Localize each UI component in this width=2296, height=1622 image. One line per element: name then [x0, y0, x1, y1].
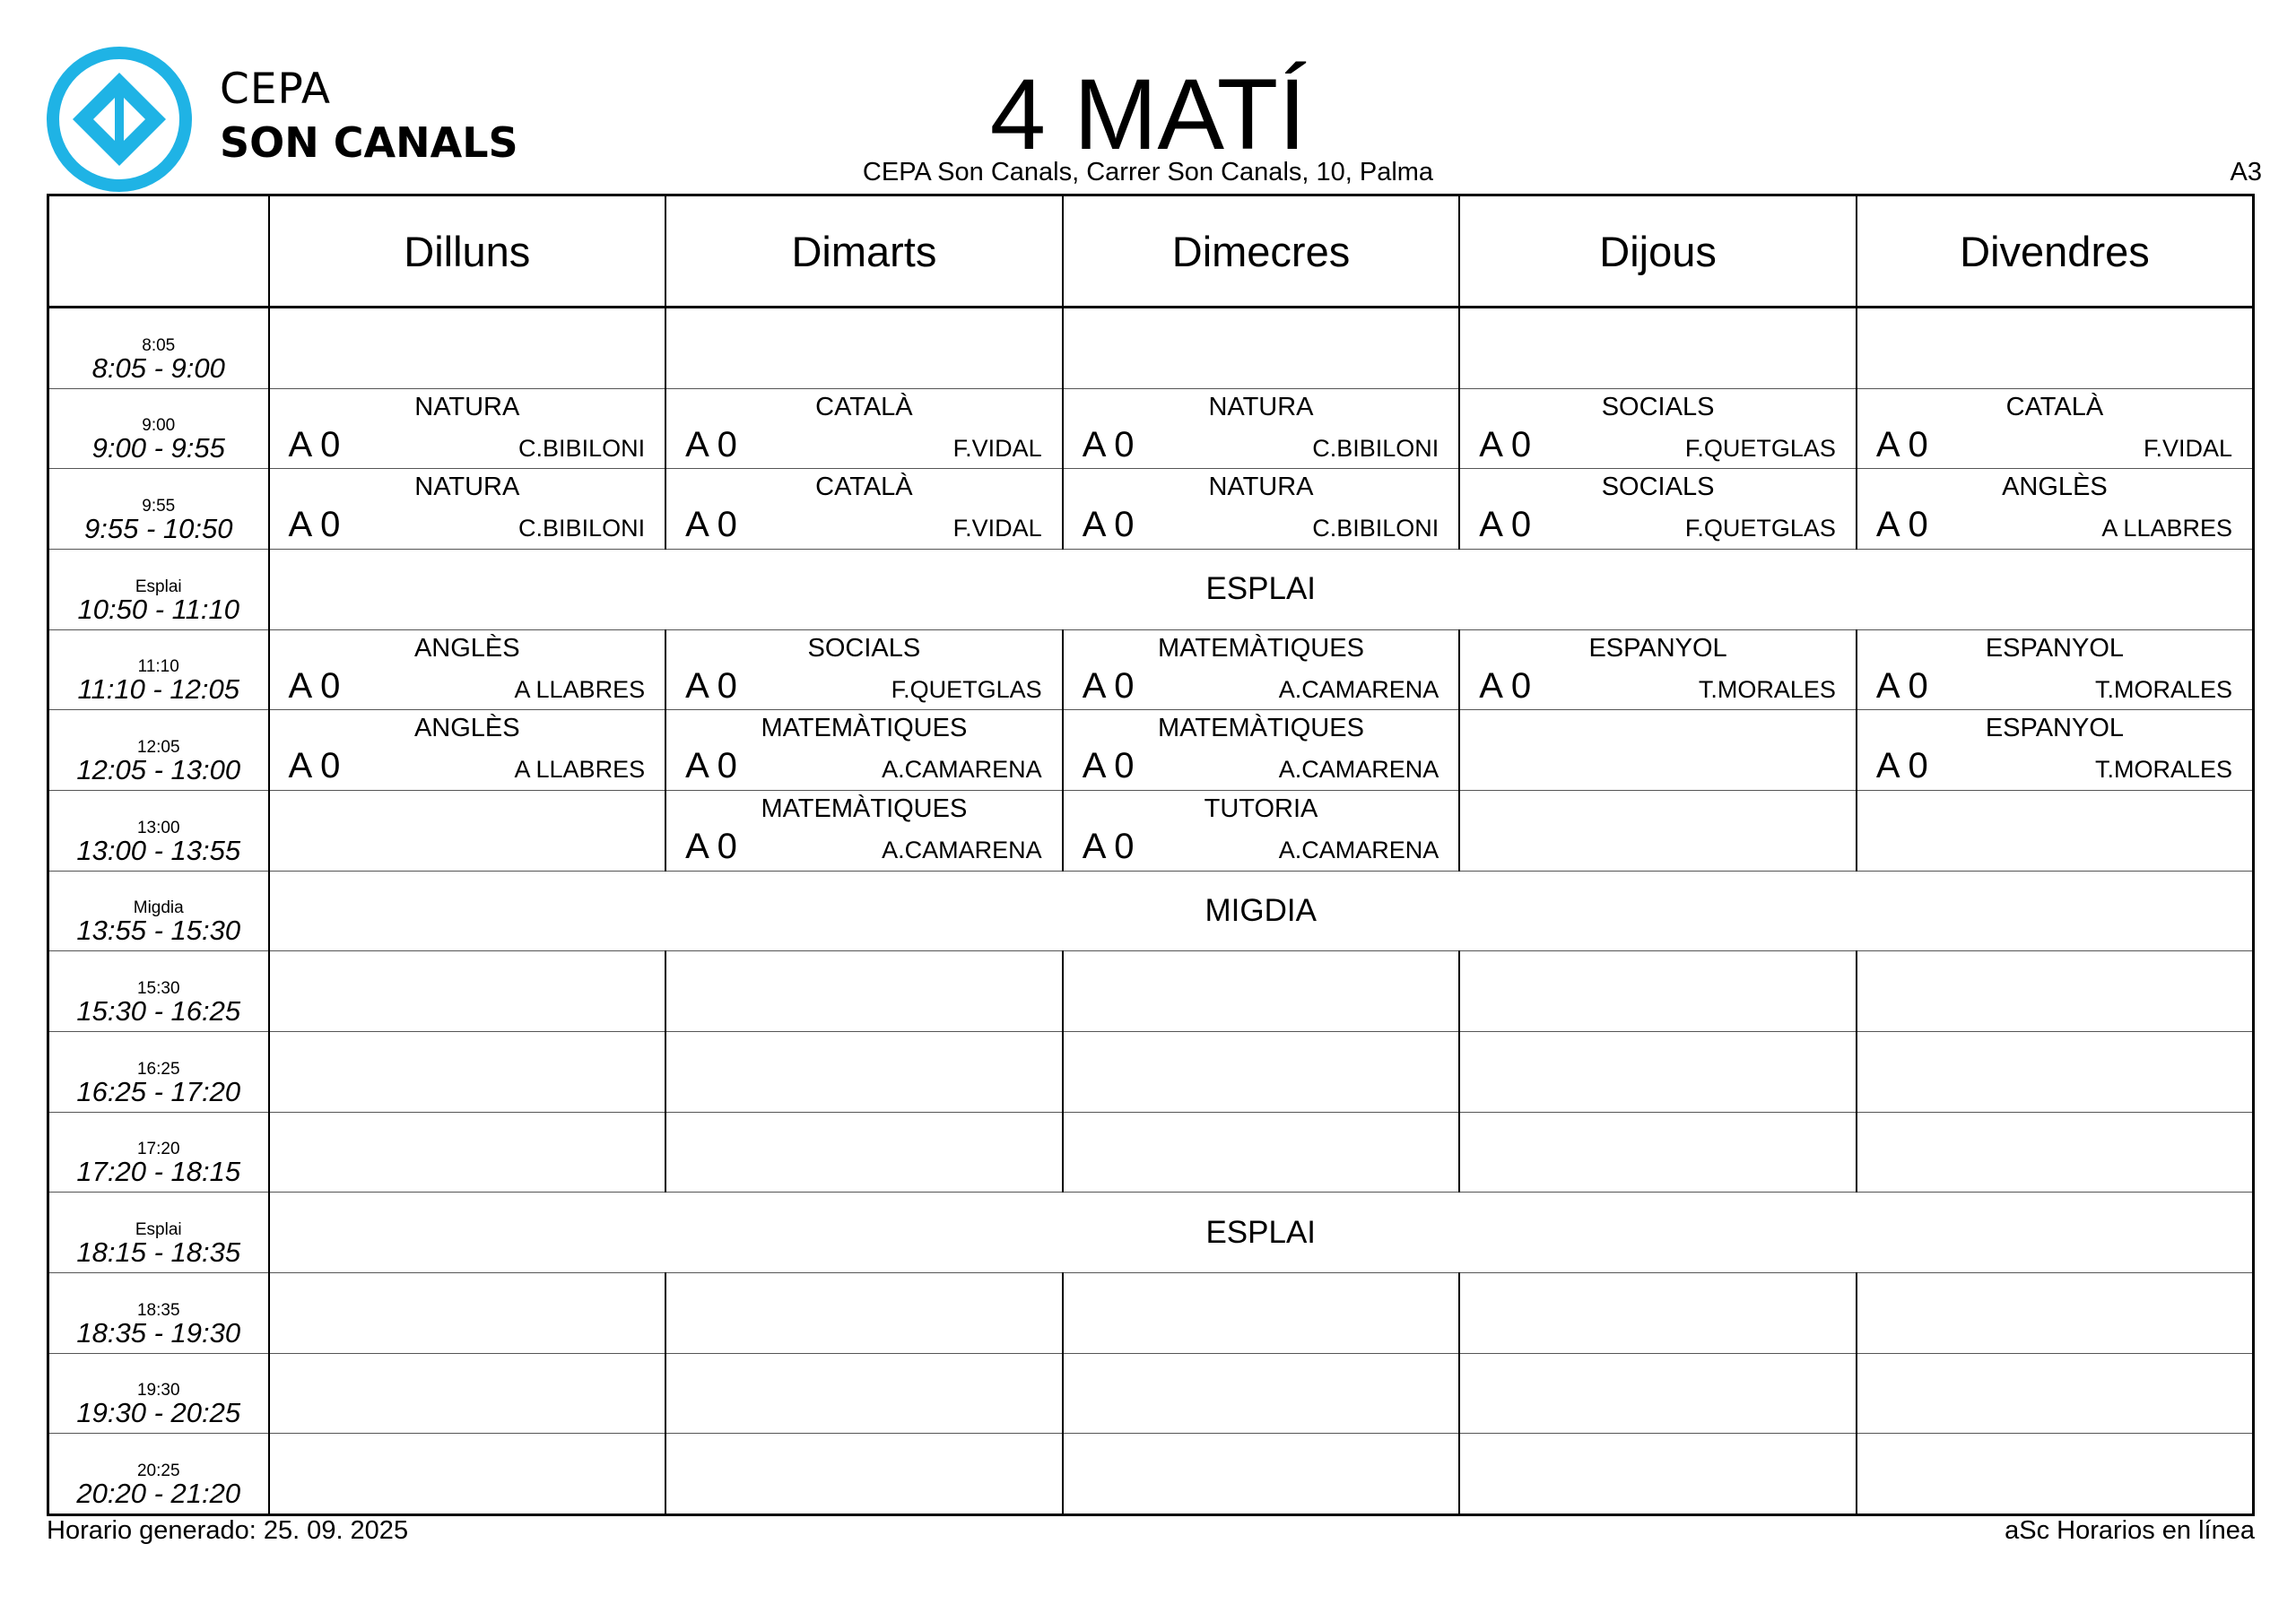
- lesson-teacher: A LLABRES: [2101, 515, 2232, 542]
- empty-cell: [1063, 1434, 1460, 1515]
- period-time-cell: [48, 1112, 269, 1193]
- generator-credit: aSc Horarios en línea: [2005, 1516, 2255, 1545]
- lesson-subject: NATURA: [1208, 392, 1314, 421]
- period-time-range: 19:30 - 20:25: [76, 1397, 241, 1429]
- period-label: 20:25: [136, 1462, 180, 1480]
- empty-cell: [665, 1434, 1063, 1515]
- empty-cell: [665, 951, 1063, 1032]
- lesson-teacher: F.VIDAL: [952, 434, 1042, 462]
- lesson-room: A 0: [685, 665, 737, 706]
- empty-cell: [1063, 1031, 1460, 1112]
- lesson-cell: [1857, 710, 2254, 791]
- empty-cell: [269, 308, 666, 389]
- lesson-teacher: F.QUETGLAS: [1684, 515, 1836, 542]
- period-label: 12:05: [136, 737, 180, 757]
- break-cell: MIGDIA: [269, 871, 2254, 951]
- period-time-cell: [48, 790, 269, 871]
- empty-cell: [269, 1272, 666, 1353]
- empty-cell: [269, 1434, 666, 1515]
- lesson-room: A 0: [1479, 665, 1532, 706]
- lesson-cell: [1063, 469, 1460, 550]
- period-label: 16:25: [136, 1059, 180, 1079]
- period-time-range: 9:00 - 9:55: [91, 432, 225, 464]
- day-header: Dimarts: [665, 195, 1063, 308]
- lesson-cell: [1063, 388, 1460, 469]
- lesson-room: A 0: [1479, 424, 1532, 464]
- corner-cell: [48, 195, 269, 308]
- period-time-range: 18:15 - 18:35: [76, 1236, 241, 1268]
- group-code: A3: [2230, 158, 2262, 186]
- lesson-cell: [269, 469, 666, 550]
- lesson-teacher: T.MORALES: [2094, 756, 2232, 784]
- lesson-room: A 0: [288, 665, 341, 706]
- lesson-subject: CATALÀ: [815, 473, 913, 502]
- period-time-cell: [48, 1272, 269, 1353]
- day-header: Divendres: [1857, 195, 2254, 308]
- lesson-cell: [269, 710, 666, 791]
- lesson-teacher: C.BIBILONI: [518, 434, 646, 462]
- period-row: [48, 1112, 2254, 1193]
- period-time-range: 20:20 - 21:20: [76, 1478, 241, 1509]
- empty-cell: [665, 308, 1063, 389]
- empty-cell: [269, 1112, 666, 1193]
- empty-cell: [665, 1112, 1063, 1193]
- period-row: [48, 1272, 2254, 1353]
- day-header: Dilluns: [269, 195, 666, 308]
- lesson-room: A 0: [1875, 505, 1928, 545]
- lesson-teacher: A.CAMARENA: [882, 836, 1042, 863]
- period-time-cell: [48, 1434, 269, 1515]
- period-row: [48, 1031, 2254, 1112]
- period-label: Esplai: [135, 1219, 182, 1239]
- lesson-teacher: A.CAMARENA: [1278, 756, 1439, 784]
- empty-cell: [665, 1353, 1063, 1434]
- lesson-subject: TUTORIA: [1204, 794, 1318, 823]
- empty-cell: [1459, 1353, 1857, 1434]
- brand-line-1: CEPA: [220, 65, 332, 114]
- lesson-room: A 0: [685, 826, 737, 866]
- lesson-subject: NATURA: [414, 392, 520, 421]
- lesson-subject: SOCIALS: [807, 633, 921, 663]
- period-label: Migdia: [133, 898, 184, 918]
- period-row: [48, 1434, 2254, 1515]
- period-label: 9:00: [142, 416, 176, 436]
- empty-cell: [269, 1353, 666, 1434]
- lesson-subject: ESPANYOL: [1588, 633, 1727, 663]
- empty-cell: [1063, 1112, 1460, 1193]
- lesson-cell: [1857, 469, 2254, 550]
- period-time-cell: [48, 1193, 269, 1273]
- empty-cell: [1857, 1031, 2254, 1112]
- lesson-subject: ESPANYOL: [1985, 714, 2125, 743]
- lesson-subject: NATURA: [1208, 473, 1314, 502]
- empty-cell: [1857, 308, 2254, 389]
- lesson-room: A 0: [1479, 505, 1532, 545]
- period-time-range: 16:25 - 17:20: [76, 1075, 241, 1107]
- empty-cell: [269, 790, 666, 871]
- lesson-subject: MATEMÀTIQUES: [1158, 633, 1364, 663]
- lesson-teacher: T.MORALES: [2094, 675, 2232, 703]
- period-label: 8:05: [142, 335, 176, 355]
- lesson-cell: [1063, 710, 1460, 791]
- period-time-cell: [48, 549, 269, 629]
- empty-cell: [1063, 951, 1460, 1032]
- lesson-subject: ANGLÈS: [413, 714, 520, 743]
- brand-line-2: SON CANALS: [220, 118, 518, 167]
- lesson-room: A 0: [685, 424, 737, 464]
- period-time-cell: [48, 951, 269, 1032]
- period-row: [48, 871, 2254, 951]
- lesson-room: A 0: [1875, 746, 1928, 786]
- lesson-room: A 0: [685, 746, 737, 786]
- empty-cell: [1459, 710, 1857, 791]
- empty-cell: [1459, 1272, 1857, 1353]
- lesson-room: A 0: [288, 424, 341, 464]
- period-time-range: 12:05 - 13:00: [76, 753, 241, 785]
- lesson-room: A 0: [1082, 424, 1135, 464]
- empty-cell: [1857, 951, 2254, 1032]
- period-label: 9:55: [142, 496, 176, 516]
- break-cell: ESPLAI: [269, 1193, 2254, 1273]
- period-time-range: 17:20 - 18:15: [76, 1156, 241, 1188]
- lesson-cell: [1459, 629, 1857, 710]
- lesson-subject: ANGLÈS: [2002, 473, 2108, 502]
- lesson-cell: [665, 710, 1063, 791]
- day-header: Dijous: [1459, 195, 1857, 308]
- empty-cell: [269, 1031, 666, 1112]
- lesson-room: A 0: [288, 505, 341, 545]
- empty-cell: [1857, 1353, 2254, 1434]
- lesson-teacher: F.VIDAL: [952, 515, 1042, 542]
- lesson-teacher: A.CAMARENA: [882, 756, 1042, 784]
- period-row: [48, 1193, 2254, 1273]
- empty-cell: [665, 1031, 1063, 1112]
- period-label: 13:00: [136, 818, 180, 837]
- period-time-cell: [48, 1031, 269, 1112]
- empty-cell: [1063, 1272, 1460, 1353]
- lesson-subject: NATURA: [414, 473, 520, 502]
- empty-cell: [1857, 1272, 2254, 1353]
- lesson-room: A 0: [1082, 505, 1135, 545]
- lesson-subject: CATALÀ: [815, 392, 913, 421]
- empty-cell: [1063, 308, 1460, 389]
- empty-cell: [269, 951, 666, 1032]
- period-row: [48, 951, 2254, 1032]
- break-cell: ESPLAI: [269, 549, 2254, 629]
- period-row: [48, 629, 2254, 710]
- lesson-teacher: A.CAMARENA: [1278, 675, 1439, 703]
- empty-cell: [1857, 1434, 2254, 1515]
- lesson-teacher: C.BIBILONI: [1312, 515, 1439, 542]
- lesson-subject: MATEMÀTIQUES: [1158, 714, 1364, 743]
- empty-cell: [1459, 1434, 1857, 1515]
- timetable: [47, 194, 2255, 1516]
- empty-cell: [1857, 790, 2254, 871]
- lesson-subject: ANGLÈS: [413, 633, 520, 663]
- lesson-cell: [665, 629, 1063, 710]
- lesson-room: A 0: [288, 746, 341, 786]
- school-address: CEPA Son Canals, Carrer Son Canals, 10, Palma: [862, 158, 1434, 186]
- lesson-teacher: F.QUETGLAS: [1684, 434, 1836, 462]
- lesson-cell: [1063, 790, 1460, 871]
- lesson-cell: [1063, 629, 1460, 710]
- lesson-cell: [665, 388, 1063, 469]
- period-label: 11:10: [137, 657, 179, 677]
- period-row: [48, 1353, 2254, 1434]
- period-time-range: 13:00 - 13:55: [76, 834, 241, 866]
- lesson-subject: MATEMÀTIQUES: [761, 714, 968, 743]
- generated-date: Horario generado: 25. 09. 2025: [47, 1516, 409, 1545]
- lesson-cell: [1857, 388, 2254, 469]
- period-time-cell: [48, 710, 269, 791]
- lesson-room: A 0: [685, 505, 737, 545]
- lesson-room: A 0: [1082, 826, 1135, 866]
- period-time-cell: [48, 871, 269, 951]
- empty-cell: [1459, 1031, 1857, 1112]
- period-row: [48, 549, 2254, 629]
- period-time-range: 13:55 - 15:30: [76, 915, 241, 947]
- lesson-subject: MATEMÀTIQUES: [761, 794, 968, 823]
- period-label: 17:20: [136, 1140, 180, 1159]
- lesson-teacher: C.BIBILONI: [1312, 434, 1439, 462]
- lesson-room: A 0: [1875, 665, 1928, 706]
- lesson-teacher: A LLABRES: [514, 756, 646, 784]
- period-time-cell: [48, 308, 269, 389]
- period-time-range: 15:30 - 16:25: [76, 994, 241, 1027]
- period-label: Esplai: [135, 577, 182, 596]
- lesson-cell: [665, 469, 1063, 550]
- period-row: [48, 710, 2254, 791]
- period-time-range: 9:55 - 10:50: [84, 512, 233, 544]
- period-row: [48, 388, 2254, 469]
- empty-cell: [1459, 308, 1857, 389]
- lesson-teacher: F.QUETGLAS: [891, 675, 1042, 703]
- period-label: 19:30: [136, 1381, 180, 1401]
- empty-cell: [1459, 790, 1857, 871]
- lesson-teacher: A.CAMARENA: [1278, 836, 1439, 863]
- period-time-range: 10:50 - 11:10: [77, 593, 239, 625]
- lesson-cell: [1857, 629, 2254, 710]
- page-title: 4 MATÍ: [989, 58, 1307, 170]
- lesson-subject: SOCIALS: [1601, 473, 1715, 502]
- lesson-room: A 0: [1082, 665, 1135, 706]
- period-time-cell: [48, 388, 269, 469]
- lesson-teacher: C.BIBILONI: [518, 515, 646, 542]
- empty-cell: [1063, 1353, 1460, 1434]
- lesson-subject: CATALÀ: [2005, 392, 2104, 421]
- period-time-range: 11:10 - 12:05: [77, 673, 239, 706]
- period-label: 18:35: [136, 1300, 180, 1320]
- period-label: 15:30: [136, 978, 180, 998]
- lesson-teacher: F.VIDAL: [2143, 434, 2232, 462]
- period-time-cell: [48, 469, 269, 550]
- lesson-subject: ESPANYOL: [1985, 633, 2125, 663]
- lesson-room: A 0: [1082, 746, 1135, 786]
- lesson-teacher: T.MORALES: [1698, 675, 1836, 703]
- empty-cell: [665, 1272, 1063, 1353]
- period-time-cell: [48, 629, 269, 710]
- lesson-cell: [269, 629, 666, 710]
- period-time-cell: [48, 1353, 269, 1434]
- lesson-cell: [1459, 469, 1857, 550]
- period-row: [48, 469, 2254, 550]
- period-row: [48, 790, 2254, 871]
- lesson-room: A 0: [1875, 424, 1928, 464]
- day-header: Dimecres: [1063, 195, 1460, 308]
- period-time-range: 8:05 - 9:00: [91, 351, 225, 384]
- lesson-cell: [665, 790, 1063, 871]
- empty-cell: [1459, 951, 1857, 1032]
- lesson-subject: SOCIALS: [1601, 392, 1715, 421]
- empty-cell: [1459, 1112, 1857, 1193]
- empty-cell: [1857, 1112, 2254, 1193]
- period-row: [48, 308, 2254, 389]
- lesson-cell: [1459, 388, 1857, 469]
- lesson-teacher: A LLABRES: [514, 675, 646, 703]
- lesson-cell: [269, 388, 666, 469]
- period-time-range: 18:35 - 19:30: [76, 1316, 241, 1349]
- day-header-row: [48, 195, 2254, 308]
